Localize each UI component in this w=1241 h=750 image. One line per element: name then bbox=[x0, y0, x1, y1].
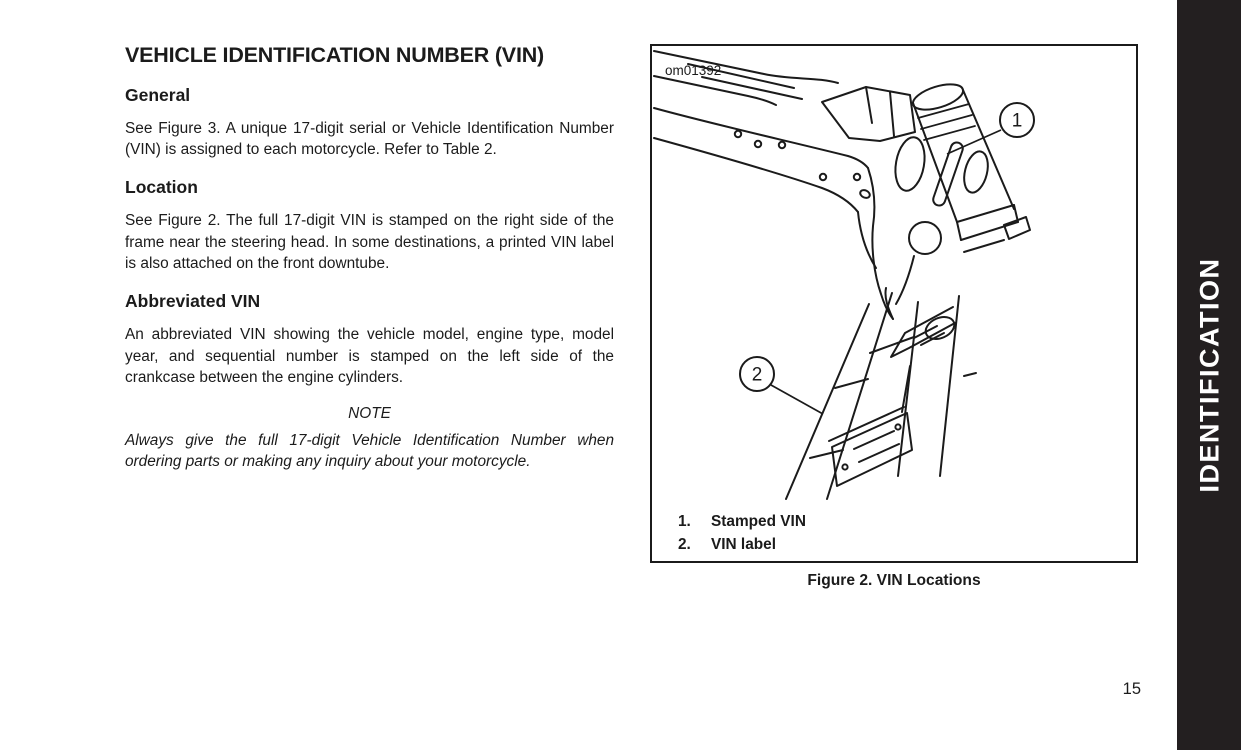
section-general bbox=[125, 85, 614, 161]
frame-casting bbox=[858, 135, 941, 319]
figure-legend bbox=[678, 511, 806, 556]
legend-item bbox=[678, 534, 806, 557]
frame-backbone bbox=[654, 51, 838, 105]
callout-1-number: 1 bbox=[1011, 110, 1023, 132]
drawing-id-label: om01392 bbox=[665, 63, 722, 78]
note-label: NOTE bbox=[348, 404, 391, 422]
figure-2-box bbox=[650, 44, 1138, 563]
chapter-tab-identification bbox=[1177, 0, 1241, 750]
frame-downtubes bbox=[786, 293, 976, 499]
section-heading: Abbreviated VIN bbox=[125, 290, 261, 311]
vin-locations-drawing bbox=[652, 46, 1136, 561]
figure-caption: Figure 2. VIN Locations bbox=[807, 572, 981, 589]
note-body: Always give the full 17-digit Vehicle Identification Number when ordering parts or making any inquiry about your motorcycle. bbox=[125, 431, 614, 471]
vin-label-plate bbox=[829, 407, 912, 486]
callout-2-marker bbox=[740, 357, 823, 414]
callout-1-marker bbox=[947, 103, 1034, 154]
section-body: See Figure 2. The full 17-digit VIN is stamped on the right side of the frame near the steering head. In some destinations, a printed VIN label is also attached on the front downtube. bbox=[125, 212, 614, 273]
figure-column bbox=[650, 44, 1138, 590]
note-block bbox=[125, 405, 614, 473]
text-column bbox=[125, 44, 614, 473]
section-abbreviated-vin bbox=[125, 291, 614, 389]
section-location bbox=[125, 177, 614, 275]
legend-item-label: Stamped VIN bbox=[711, 513, 806, 530]
section-heading: Location bbox=[125, 176, 198, 197]
clamp-bracket bbox=[891, 307, 958, 357]
page-number: 15 bbox=[1122, 680, 1141, 698]
section-body: An abbreviated VIN showing the vehicle model, engine type, model year, and sequential number is stamped on the left side of the crankcase between the engine cylinders. bbox=[125, 325, 614, 387]
section-heading: General bbox=[125, 84, 191, 105]
frame-gusset bbox=[822, 87, 915, 141]
section-body: See Figure 3. A unique 17-digit serial or Vehicle Identification Number (VIN) is assigned to each motorcycle. Refer to Table 2. bbox=[125, 119, 614, 159]
callout-2-number: 2 bbox=[751, 364, 763, 386]
legend-item bbox=[678, 511, 806, 534]
chapter-tab-label: IDENTIFICATION bbox=[1194, 257, 1225, 493]
legend-item-number: 1. bbox=[678, 513, 691, 530]
legend-item-number: 2. bbox=[678, 535, 691, 553]
legend-item-label: VIN label bbox=[711, 535, 777, 553]
page-title: VEHICLE IDENTIFICATION NUMBER (VIN) bbox=[125, 43, 545, 67]
